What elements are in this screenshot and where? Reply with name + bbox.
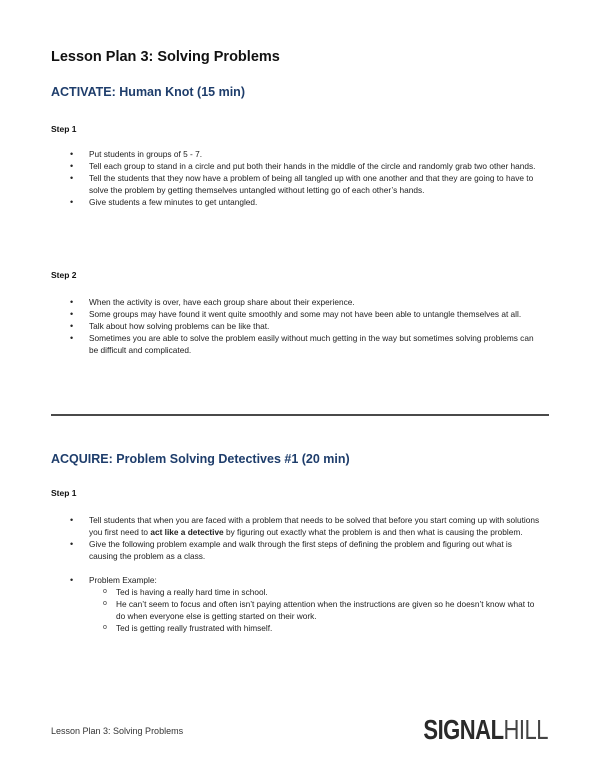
acquire-step1-label: Step 1	[51, 488, 77, 498]
sub-list-item: o He can’t seem to focus and often isn’t paying attention when the instructions are given so he doesn’t know what to do when everyone else is getting started on their work.	[89, 598, 542, 622]
logo-text-bold: SIGNAL	[423, 714, 504, 746]
section-divider	[51, 414, 549, 416]
sub-list-item: o Ted is having a really hard time in school.	[89, 586, 542, 598]
logo-text-light: HILL	[503, 714, 548, 746]
activate-heading: ACTIVATE: Human Knot (15 min)	[51, 85, 245, 99]
acquire-heading: ACQUIRE: Problem Solving Detectives #1 (20 min)	[51, 452, 350, 466]
footer-text: Lesson Plan 3: Solving Problems	[51, 726, 184, 736]
list-item	[0, 574, 600, 634]
acquire-step1-list	[0, 514, 600, 634]
activate-step2-label: Step 2	[51, 270, 77, 280]
list-item: • Some groups may have found it went quite smoothly and some may not have been able to untangle themselves at all.	[0, 308, 600, 320]
list-item: • When the activity is over, have each group share about their experience.	[0, 296, 600, 308]
sub-list-item: o Ted is getting really frustrated with himself.	[89, 622, 542, 634]
list-item: • Give the following problem example and walk through the first steps of defining the problem and figuring out what is causing the problem as a class.	[0, 538, 600, 562]
list-item: • Give students a few minutes to get untangled.	[0, 196, 600, 208]
activate-step1-label: Step 1	[51, 124, 77, 134]
problem-example-list	[89, 586, 542, 634]
activate-step2-list	[0, 296, 600, 356]
list-item	[0, 514, 600, 538]
list-item: • Tell each group to stand in a circle and put both their hands in the middle of the circle and randomly grab two other hands.	[0, 160, 600, 172]
list-item: • Put students in groups of 5 - 7.	[0, 148, 600, 160]
page-title: Lesson Plan 3: Solving Problems	[51, 49, 280, 65]
list-item: • Sometimes you are able to solve the problem easily without much getting in the way but sometimes solving problems can be difficult and complicated.	[0, 332, 600, 356]
list-item: • Talk about how solving problems can be like that.	[0, 320, 600, 332]
list-item-text: Tell students that when you are faced with a problem that needs to be solved that before you start coming up with solutions you first need to	[89, 515, 540, 537]
emphasis-text: act like a detective	[150, 527, 224, 537]
list-item: • Tell the students that they now have a problem of being all tangled up with one another and that they are going to have to solve the problem by getting themselves untangled without letting go of each other’s hands.	[0, 172, 600, 196]
list-item-text: by figuring out exactly what the problem is and then what is causing the problem.	[223, 527, 523, 537]
activate-step1-list	[0, 148, 600, 208]
list-item-text: Problem Example:	[89, 575, 157, 585]
signal-hill-logo	[423, 714, 548, 747]
